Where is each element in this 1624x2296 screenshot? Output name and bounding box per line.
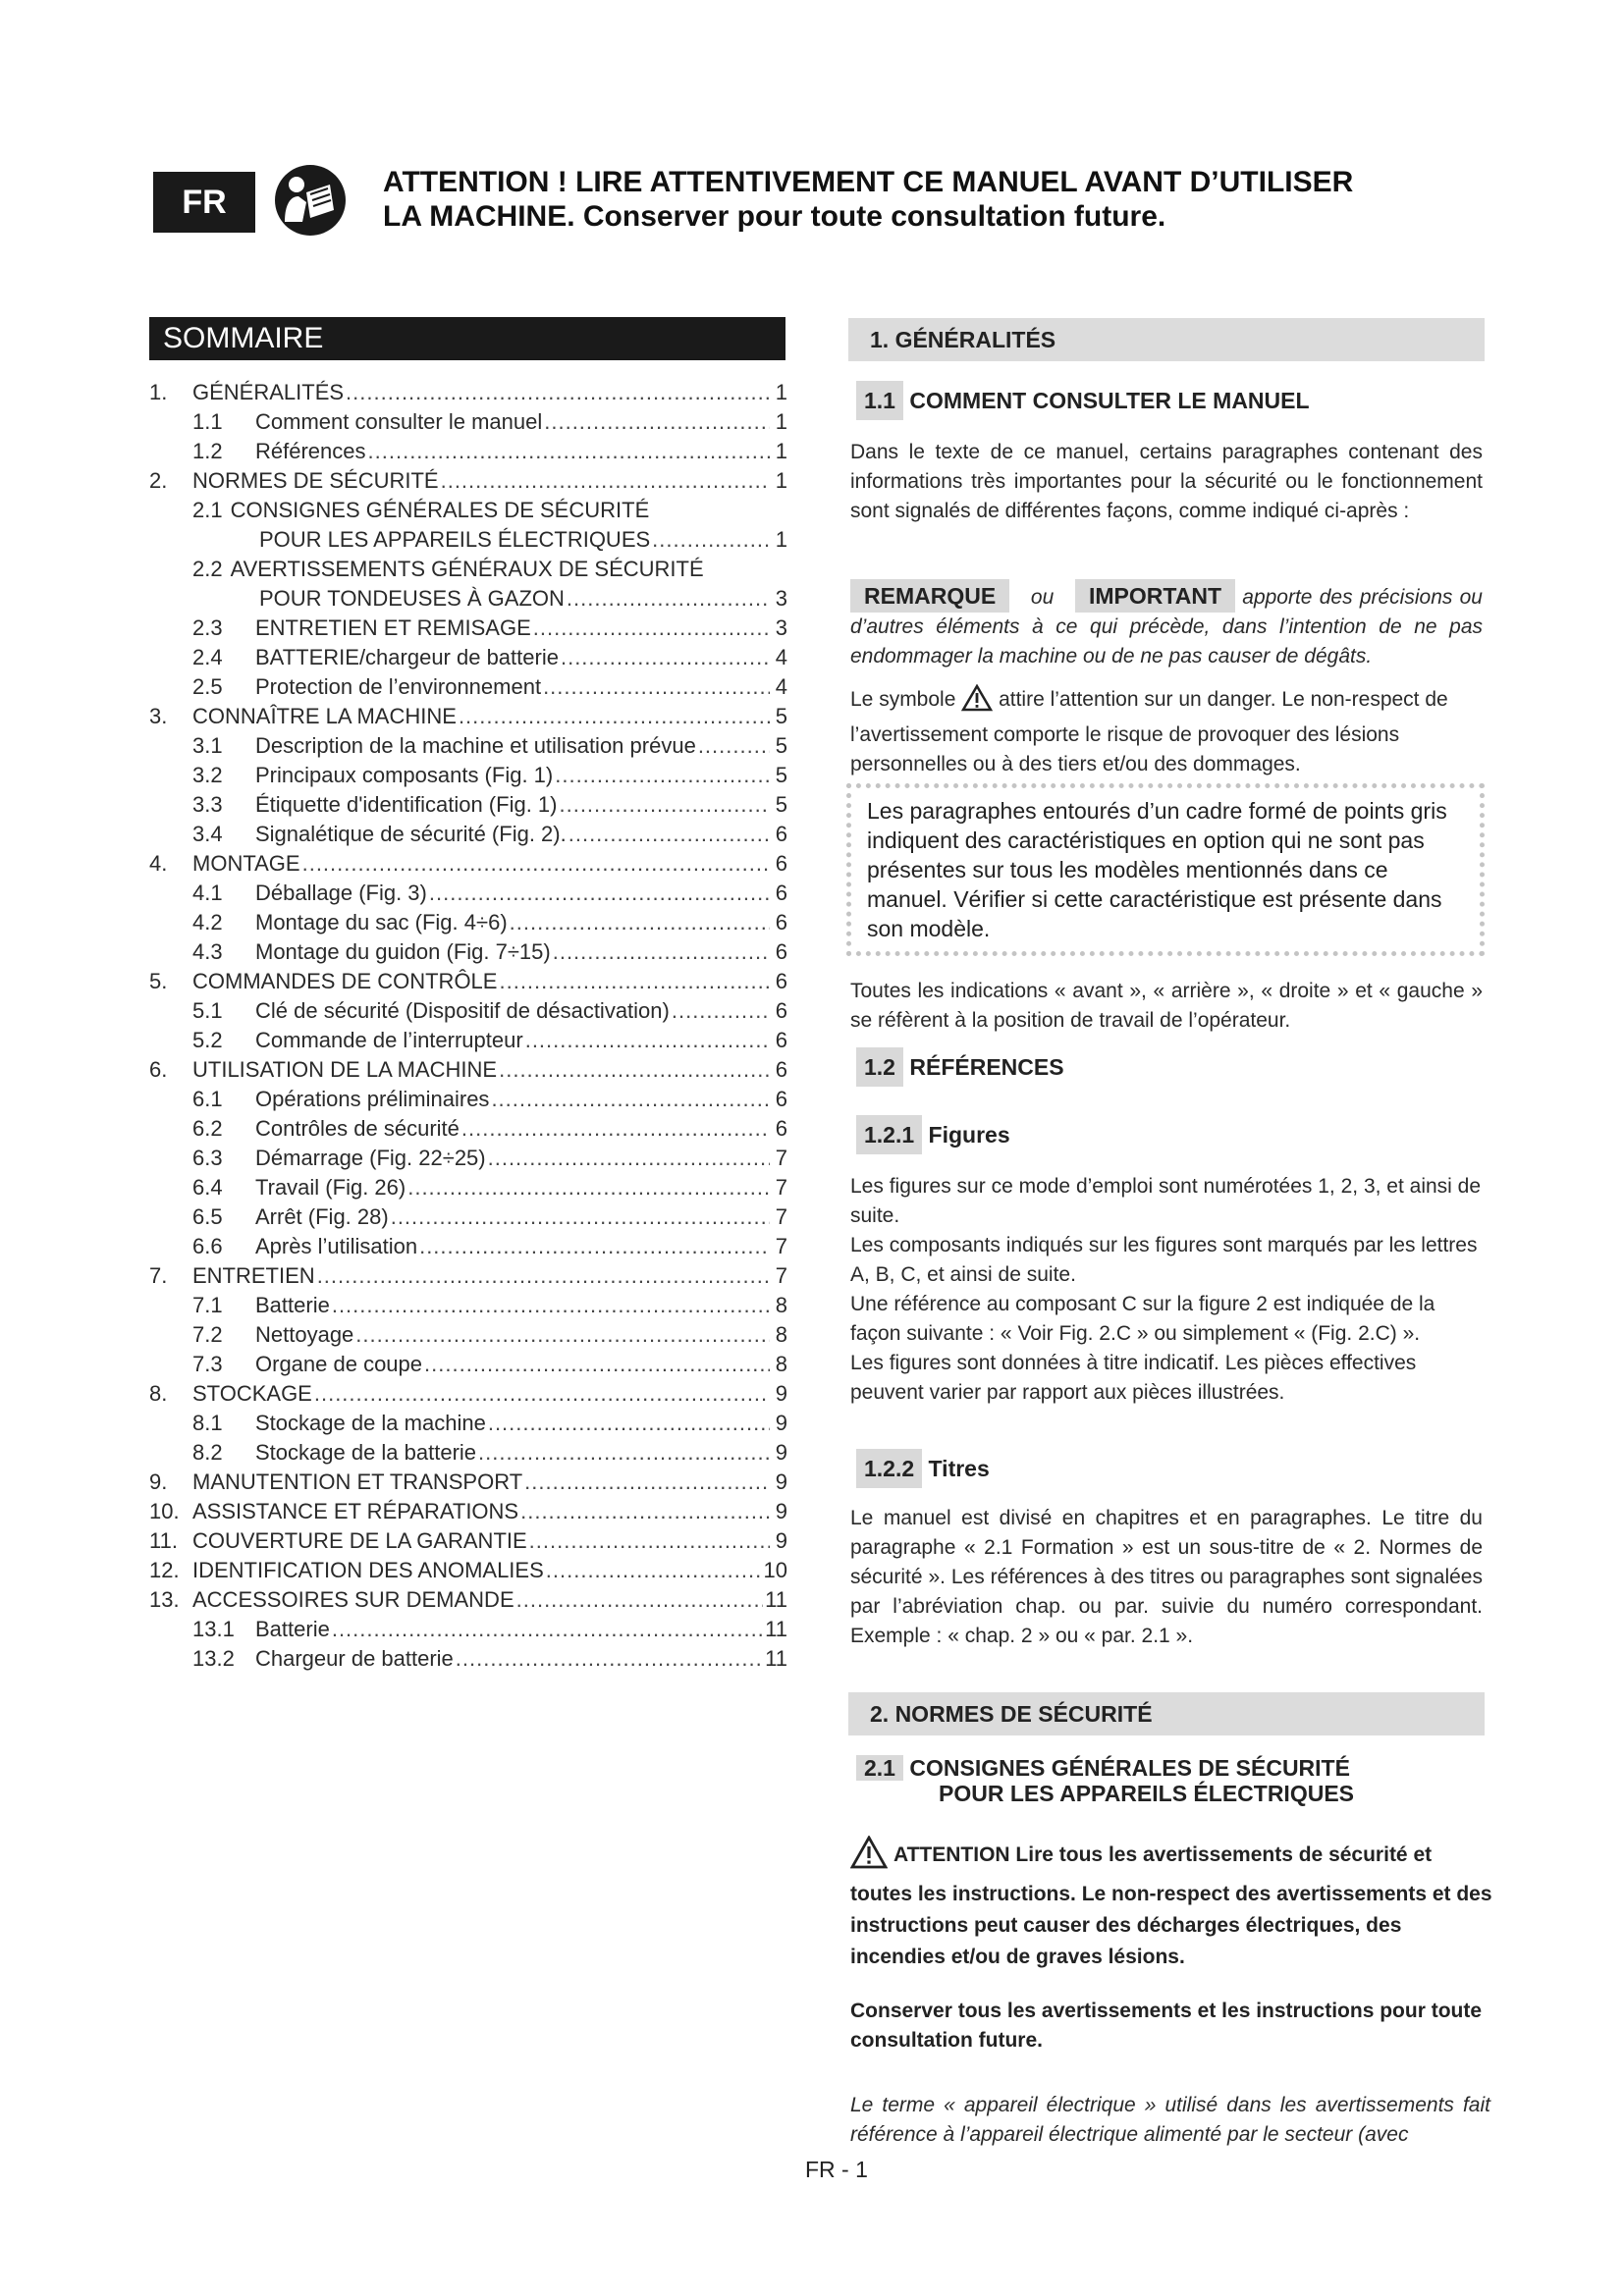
toc-item-number: 4.2	[192, 910, 223, 934]
toc-item-number: 4.	[149, 851, 168, 876]
toc-leader-dots	[459, 702, 770, 731]
figures-paragraph-4: Les figures sont données à titre indicatif. Les pièces effectives peuvent varier par rapport aux pièces illustrées.	[850, 1352, 1417, 1404]
toc-item-number: 6.3	[192, 1146, 223, 1170]
toc-item-number: 11.	[149, 1528, 178, 1553]
toc-item-number: 5.1	[192, 998, 223, 1023]
toc-item-page: 9	[775, 1411, 787, 1435]
toc-item-number: 7.	[149, 1263, 168, 1288]
toc-item-page: 5	[775, 704, 787, 728]
toc-item	[149, 1556, 787, 1585]
toc-item	[149, 525, 787, 555]
toc-item-title: CONNAÎTRE LA MACHINE	[192, 704, 457, 728]
paragraph-danger-symbol	[850, 684, 1483, 779]
language-badge: FR	[153, 172, 255, 233]
toc-item-page: 7	[775, 1175, 787, 1200]
toc-item	[149, 466, 787, 496]
toc-item	[149, 1055, 787, 1085]
toc-leader-dots	[355, 1320, 770, 1350]
heading-2-1-title-line-1: CONSIGNES GÉNÉRALES DE SÉCURITÉ	[909, 1755, 1350, 1781]
toc-item-page: 11	[765, 1617, 787, 1641]
toc-item-page: 5	[775, 792, 787, 817]
toc-item-number: 3.4	[192, 822, 223, 846]
heading-1-2	[856, 1047, 1485, 1087]
toc-item-title: COUVERTURE DE LA GARANTIE	[192, 1528, 527, 1553]
toc-leader-dots	[424, 1350, 770, 1379]
toc-item-page: 3	[775, 615, 787, 640]
toc-item-number: 6.4	[192, 1175, 223, 1200]
toc-leader-dots	[529, 1526, 770, 1556]
toc-item	[149, 879, 787, 908]
toc-item-title: Déballage (Fig. 3)	[255, 881, 427, 905]
toc-item-title: Montage du sac (Fig. 4÷6)	[255, 910, 508, 934]
paragraphs-figures	[850, 1172, 1483, 1408]
heading-2-1	[856, 1755, 1485, 1806]
toc-leader-dots	[461, 1114, 770, 1144]
toc-leader-dots	[543, 672, 770, 702]
toc-item-page: 7	[775, 1263, 787, 1288]
heading-1-1-title: COMMENT CONSULTER LE MANUEL	[909, 388, 1310, 413]
warning-text: ATTENTION Lire tous les avertissements de sécurité et toutes les instructions. Le non-respect des avertissements et des instructions peut causer des décharges électriques, des incendies et/ou de graves lésions.	[850, 1843, 1492, 1968]
toc-item-title: CONSIGNES GÉNÉRALES DE SÉCURITÉ	[230, 498, 650, 522]
toc-item-page: 6	[775, 969, 787, 993]
toc-item-title: Stockage de la batterie	[255, 1440, 477, 1465]
toc-item-page: 5	[775, 763, 787, 787]
heading-1-1	[856, 381, 1485, 420]
keep-instructions-paragraph: Conserver tous les avertissements et les instructions pour toute consultation future.	[850, 2000, 1483, 2052]
toc-item-page: 4	[775, 674, 787, 699]
toc-item	[149, 1026, 787, 1055]
toc-item-page: 6	[775, 1087, 787, 1111]
toc-item-page: 10	[763, 1558, 787, 1582]
toc-item-title: IDENTIFICATION DES ANOMALIES	[192, 1558, 544, 1582]
toc-item	[149, 584, 787, 614]
toc-item	[149, 967, 787, 996]
toc-item	[149, 1497, 787, 1526]
toc-item-number: 5.	[149, 969, 168, 993]
toc-item-page: 7	[775, 1234, 787, 1258]
toc-leader-dots	[561, 643, 770, 672]
toc-item	[149, 996, 787, 1026]
toc-item-page: 6	[775, 1116, 787, 1141]
toc-item-page: 9	[775, 1499, 787, 1523]
toc-item	[149, 407, 787, 437]
toc-leader-dots	[544, 407, 770, 437]
toc-leader-dots	[499, 967, 770, 996]
toc-leader-dots	[520, 1497, 770, 1526]
toc-item-number: 7.1	[192, 1293, 223, 1317]
toc-item-number: 3.2	[192, 763, 223, 787]
toc-leader-dots	[533, 614, 770, 643]
page-number: FR - 1	[805, 2157, 868, 2182]
toc-item-number: 2.4	[192, 645, 223, 669]
toc-item-title: ENTRETIEN	[192, 1263, 315, 1288]
toc-item-title: Démarrage (Fig. 22÷25)	[255, 1146, 486, 1170]
toc-item-title: Après l’utilisation	[255, 1234, 418, 1258]
toc-item-page: 6	[775, 998, 787, 1023]
toc-item	[149, 555, 787, 584]
toc-leader-dots	[546, 1556, 762, 1585]
toc-item-page: 1	[775, 527, 787, 552]
toc-item-title: Protection de l’environnement	[255, 674, 542, 699]
toc-item-title: ENTRETIEN ET REMISAGE	[255, 615, 531, 640]
toc-item-page: 11	[765, 1646, 787, 1671]
toc-item-number: 4.3	[192, 939, 223, 964]
toc-leader-dots	[407, 1173, 770, 1202]
toc-item-title: Travail (Fig. 26)	[255, 1175, 406, 1200]
toc-leader-dots	[441, 466, 770, 496]
toc-item-title: Montage du guidon (Fig. 7÷15)	[255, 939, 551, 964]
toc-item-title: POUR LES APPAREILS ÉLECTRIQUES	[259, 527, 651, 552]
electric-appliance-paragraph: Le terme « appareil électrique » utilisé dans les avertissements fait référence à l’appareil électrique alimenté par le secteur (avec	[850, 2094, 1490, 2146]
toc-leader-dots	[368, 437, 770, 466]
toc-item	[149, 1379, 787, 1409]
toc-item	[149, 1320, 787, 1350]
toc-item	[149, 1232, 787, 1261]
toc-item	[149, 437, 787, 466]
toc-item-title: Étiquette d'identification (Fig. 1)	[255, 792, 558, 817]
toc-item	[149, 1085, 787, 1114]
toc-leader-dots	[346, 378, 770, 407]
paragraph-1-1-intro: Dans le texte de ce manuel, certains paragraphes contenant des informations très importantes pour la sécurité ou le fonctionnement sont signalés de différentes façons, comme indiqué ci-après :	[850, 441, 1483, 522]
toc-item	[149, 849, 787, 879]
toc-item-page: 9	[775, 1440, 787, 1465]
toc-leader-dots	[567, 584, 770, 614]
toc-item-title: Batterie	[255, 1617, 330, 1641]
toc-leader-dots	[391, 1202, 770, 1232]
header-line-1: ATTENTION ! LIRE ATTENTIVEMENT CE MANUEL AVANT D’UTILISER	[383, 166, 1354, 198]
toc-item-number: 3.3	[192, 792, 223, 817]
toc-item-title: GÉNÉRALITÉS	[192, 380, 345, 404]
toc-item-title: STOCKAGE	[192, 1381, 312, 1406]
ou-text: ou	[1030, 586, 1055, 609]
toc-leader-dots	[499, 1055, 770, 1085]
toc-item-number: 5.2	[192, 1028, 223, 1052]
toc-leader-dots	[672, 996, 770, 1026]
toc-leader-dots	[559, 790, 770, 820]
toc-item-page: 4	[775, 645, 787, 669]
header-line-2: LA MACHINE. Conserver pour toute consultation future.	[383, 200, 1166, 233]
toc-item-page: 5	[775, 733, 787, 758]
toc-item-title: Chargeur de batterie	[255, 1646, 454, 1671]
toc-title: SOMMAIRE	[149, 317, 785, 360]
toc-item	[149, 1350, 787, 1379]
toc-item	[149, 1615, 787, 1644]
remarque-description: apporte des précisions ou d’autres éléments à ce qui précède, dans l’intention de ne pas endommager la machine ou de ne pas causer de dégâts.	[850, 586, 1483, 667]
toc-item-number: 8.	[149, 1381, 168, 1406]
toc-leader-dots	[419, 1232, 770, 1261]
toc-item-title: Signalétique de sécurité (Fig. 2).	[255, 822, 567, 846]
toc-item-number: 6.2	[192, 1116, 223, 1141]
toc-item-page: 6	[775, 822, 787, 846]
toc-item	[149, 672, 787, 702]
toc-item-title: UTILISATION DE LA MACHINE	[192, 1057, 498, 1082]
toc-leader-dots	[491, 1085, 770, 1114]
toc-item-title: Organe de coupe	[255, 1352, 423, 1376]
toc-item-page: 7	[775, 1146, 787, 1170]
section-1-title: 1. GÉNÉRALITÉS	[848, 318, 1485, 361]
toc-item	[149, 1409, 787, 1438]
header-warning	[383, 165, 1414, 234]
important-tag: IMPORTANT	[1075, 579, 1235, 613]
toc-leader-dots	[698, 731, 770, 761]
heading-1-1-number: 1.1	[856, 381, 903, 420]
toc-leader-dots	[317, 1261, 770, 1291]
toc-item	[149, 761, 787, 790]
toc-item-number: 6.	[149, 1057, 168, 1082]
toc-item-page: 8	[775, 1293, 787, 1317]
paragraph-remarque-important	[850, 581, 1483, 671]
heading-2-1-title-line-2: POUR LES APPAREILS ÉLECTRIQUES	[939, 1781, 1354, 1806]
toc-item-number: 9.	[149, 1469, 168, 1494]
remarque-tag: REMARQUE	[850, 579, 1009, 613]
toc-item-number: 13.2	[192, 1646, 235, 1671]
toc-item	[149, 1202, 787, 1232]
toc-leader-dots	[488, 1409, 770, 1438]
toc-item-number: 3.	[149, 704, 168, 728]
toc-item-title: Clé de sécurité (Dispositif de désactivation)	[255, 998, 670, 1023]
toc-item-page: 6	[775, 939, 787, 964]
toc-item-number: 4.1	[192, 881, 223, 905]
toc-item-title: Nettoyage	[255, 1322, 354, 1347]
toc-item	[149, 1291, 787, 1320]
toc-item	[149, 1261, 787, 1291]
toc-item-number: 1.1	[192, 409, 223, 434]
figures-paragraph-3: Une référence au composant C sur la figure 2 est indiquée de la façon suivante : « Voir Fig. 2.C » ou simplement « (Fig. 2.C) ».	[850, 1293, 1435, 1345]
toc-item	[149, 820, 787, 849]
warning-paragraph	[850, 1836, 1498, 1973]
heading-1-2-title: RÉFÉRENCES	[909, 1054, 1064, 1080]
toc-item	[149, 702, 787, 731]
toc-item-title: BATTERIE/chargeur de batterie	[255, 645, 559, 669]
symbol-post-text: attire l’attention sur un danger. Le non-respect de l’avertissement comporte le risque de provoquer des lésions personnelles ou à des tiers et/ou des dommages.	[850, 688, 1448, 775]
attention-triangle-icon	[850, 1836, 888, 1879]
toc-item	[149, 1114, 787, 1144]
section-2-title: 2. NORMES DE SÉCURITÉ	[848, 1692, 1485, 1735]
toc-item-page: 6	[775, 881, 787, 905]
toc-item-number: 1.2	[192, 439, 223, 463]
heading-1-2-2	[856, 1449, 1485, 1488]
toc-leader-dots	[332, 1615, 763, 1644]
toc-item-number: 6.5	[192, 1204, 223, 1229]
heading-1-2-1-title: Figures	[928, 1122, 1010, 1148]
paragraph-titles: Le manuel est divisé en chapitres et en paragraphes. Le titre du paragraphe « 2.1 Formation » est un sous-titre de « 2. Normes de sécurité ». Les références à des titres ou paragraphes sont signalées par l’abréviation chap. ou par. suivie du numéro correspondant. Exemple : « chap. 2 » ou « par. 2.1 ».	[850, 1507, 1483, 1647]
toc-item	[149, 1644, 787, 1674]
read-manual-icon	[273, 163, 348, 238]
toc-leader-dots	[488, 1144, 770, 1173]
heading-1-2-number: 1.2	[856, 1047, 903, 1087]
toc-leader-dots	[510, 908, 770, 937]
toc-item	[149, 731, 787, 761]
toc-leader-dots	[314, 1379, 770, 1409]
heading-2-1-number: 2.1	[856, 1755, 903, 1781]
toc-leader-dots	[525, 1026, 770, 1055]
toc-item-number: 1.	[149, 380, 168, 404]
toc-item	[149, 1585, 787, 1615]
figures-paragraph-2: Les composants indiqués sur les figures sont marqués par les lettres A, B, C, et ainsi de suite.	[850, 1234, 1478, 1286]
toc-item-page: 8	[775, 1352, 787, 1376]
toc-item-number: 7.2	[192, 1322, 223, 1347]
toc-item-title: ACCESSOIRES SUR DEMANDE	[192, 1587, 514, 1612]
toc-item-title: Description de la machine et utilisation prévue	[255, 733, 696, 758]
toc-item-number: 12.	[149, 1558, 180, 1582]
toc-item	[149, 908, 787, 937]
toc-item	[149, 378, 787, 407]
symbol-pre-text: Le symbole	[850, 688, 956, 711]
paragraph-directions: Toutes les indications « avant », « arrière », « droite » et « gauche » se réfèrent à la position de travail de l’opérateur.	[850, 980, 1483, 1032]
toc-item-title: Principaux composants (Fig. 1)	[255, 763, 554, 787]
toc-item-number: 7.3	[192, 1352, 223, 1376]
toc-item-number: 13.1	[192, 1617, 235, 1641]
toc-item-number: 6.1	[192, 1087, 223, 1111]
toc-leader-dots	[302, 849, 770, 879]
toc-item	[149, 937, 787, 967]
toc-item-page: 8	[775, 1322, 787, 1347]
heading-1-2-2-title: Titres	[928, 1456, 990, 1481]
toc-leader-dots	[652, 525, 770, 555]
heading-1-2-1	[856, 1115, 1485, 1154]
warning-triangle-icon	[961, 684, 993, 721]
toc-item-number: 2.5	[192, 674, 223, 699]
toc-item-number: 8.2	[192, 1440, 223, 1465]
toc-item-page: 6	[775, 851, 787, 876]
table-of-contents	[149, 378, 787, 1674]
toc-item-page: 1	[775, 439, 787, 463]
toc-item-title: Arrêt (Fig. 28)	[255, 1204, 389, 1229]
toc-item-page: 11	[765, 1587, 787, 1612]
toc-leader-dots	[332, 1291, 770, 1320]
toc-item	[149, 1144, 787, 1173]
toc-item-title: Batterie	[255, 1293, 330, 1317]
toc-item	[149, 643, 787, 672]
toc-item-title: COMMANDES DE CONTRÔLE	[192, 969, 498, 993]
toc-item-page: 1	[775, 380, 787, 404]
toc-item-page: 1	[775, 468, 787, 493]
toc-item-title: NORMES DE SÉCURITÉ	[192, 468, 439, 493]
heading-1-2-2-number: 1.2.2	[856, 1449, 922, 1488]
toc-item-page: 6	[775, 1028, 787, 1052]
toc-item-title: Commande de l’interrupteur	[255, 1028, 523, 1052]
toc-item-number: 10.	[149, 1499, 180, 1523]
toc-item-page: 9	[775, 1469, 787, 1494]
toc-item-title: Opérations préliminaires	[255, 1087, 490, 1111]
toc-item-number: 2.1	[192, 498, 223, 522]
toc-item-page: 1	[775, 409, 787, 434]
figures-paragraph-1: Les figures sur ce mode d’emploi sont numérotées 1, 2, 3, et ainsi de suite.	[850, 1175, 1482, 1227]
toc-item-title: Stockage de la machine	[255, 1411, 486, 1435]
toc-item-page: 6	[775, 1057, 787, 1082]
toc-item-number: 13.	[149, 1587, 180, 1612]
toc-item-title: AVERTISSEMENTS GÉNÉRAUX DE SÉCURITÉ	[230, 557, 704, 581]
toc-item	[149, 1468, 787, 1497]
toc-item	[149, 614, 787, 643]
toc-item	[149, 1526, 787, 1556]
toc-item-number: 3.1	[192, 733, 223, 758]
toc-item-page: 9	[775, 1528, 787, 1553]
toc-leader-dots	[568, 820, 770, 849]
toc-item	[149, 790, 787, 820]
toc-leader-dots	[555, 761, 770, 790]
toc-item-title: MONTAGE	[192, 851, 300, 876]
toc-item-page: 9	[775, 1381, 787, 1406]
toc-item-title: POUR TONDEUSES À GAZON	[259, 586, 565, 611]
toc-item-page: 3	[775, 586, 787, 611]
heading-1-2-1-number: 1.2.1	[856, 1115, 922, 1154]
toc-item-title: Références	[255, 439, 366, 463]
toc-item-number: 2.	[149, 468, 168, 493]
toc-leader-dots	[524, 1468, 770, 1497]
optional-feature-box: Les paragraphes entourés d’un cadre formé de points gris indiquent des caractéristiques en option qui ne sont pas présentes sur tous les modèles mentionnés dans ce manuel. Vérifier si cette caractéristique est présente dans son modèle.	[846, 783, 1485, 956]
toc-leader-dots	[429, 879, 770, 908]
toc-leader-dots	[478, 1438, 770, 1468]
toc-item-title: Contrôles de sécurité	[255, 1116, 460, 1141]
toc-item-page: 6	[775, 910, 787, 934]
toc-item-title: MANUTENTION ET TRANSPORT	[192, 1469, 523, 1494]
toc-leader-dots	[456, 1644, 763, 1674]
toc-leader-dots	[516, 1585, 764, 1615]
toc-item-page: 7	[775, 1204, 787, 1229]
toc-item	[149, 1173, 787, 1202]
toc-item-number: 2.3	[192, 615, 223, 640]
toc-item	[149, 1438, 787, 1468]
toc-item-number: 2.2	[192, 557, 223, 581]
toc-item-number: 6.6	[192, 1234, 223, 1258]
toc-item-number: 8.1	[192, 1411, 223, 1435]
toc-item-title: ASSISTANCE ET RÉPARATIONS	[192, 1499, 519, 1523]
toc-item	[149, 496, 787, 525]
toc-leader-dots	[553, 937, 770, 967]
toc-item-title: Comment consulter le manuel	[255, 409, 543, 434]
